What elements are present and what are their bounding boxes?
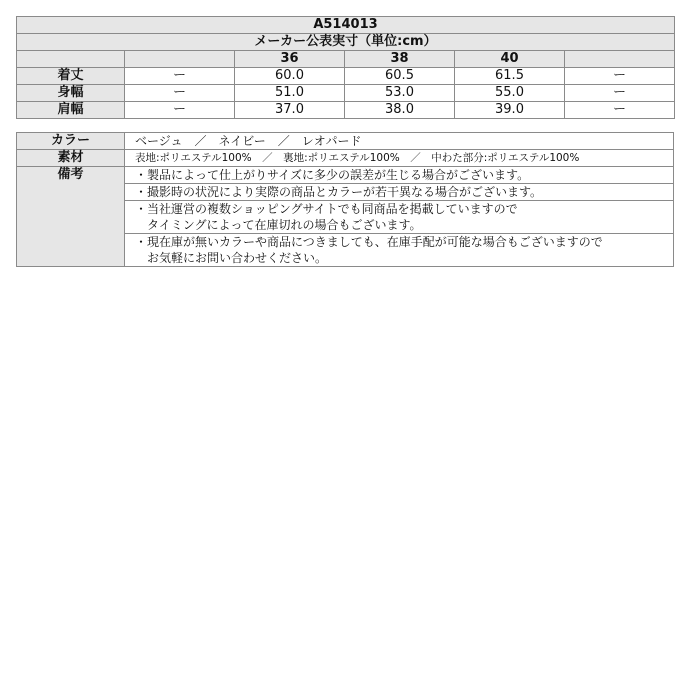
size-header-row: [17, 51, 675, 68]
cell-value: ー: [125, 68, 235, 85]
note-item: [125, 184, 674, 201]
cell-value: 38.0: [345, 102, 455, 119]
table-row: [17, 68, 675, 85]
material-row: [17, 150, 674, 167]
table-row: [17, 102, 675, 119]
cell-value: 39.0: [455, 102, 565, 119]
note-item: [125, 201, 674, 234]
size-header: [565, 51, 675, 68]
cell-value: ー: [565, 68, 675, 85]
note-line: お気軽にお問い合わせください。: [135, 251, 328, 265]
note-line: ・製品によって仕上がりサイズに多少の誤差が生じる場合がございます。: [135, 168, 530, 182]
cell-value: 60.5: [345, 68, 455, 85]
note-line: ・現在庫が無いカラーや商品につきましても、在庫手配が可能な場合もございますので: [135, 235, 603, 249]
cell-value: 60.0: [235, 68, 345, 85]
material-value: 表地:ポリエステル100% ／ 裏地:ポリエステル100% ／ 中わた部分:ポリエステル100%: [125, 150, 674, 167]
product-code-row: [17, 17, 675, 34]
cell-value: ー: [125, 85, 235, 102]
cell-value: ー: [565, 85, 675, 102]
caption-row: [17, 34, 675, 51]
cell-value: ー: [565, 102, 675, 119]
table-row: [17, 85, 675, 102]
cell-value: 37.0: [235, 102, 345, 119]
note-item: [125, 167, 674, 184]
size-header: [125, 51, 235, 68]
note-line: タイミングによって在庫切れの場合もございます。: [135, 218, 422, 232]
row-label: 着丈: [17, 68, 125, 85]
color-label: カラー: [17, 133, 125, 150]
color-row: [17, 133, 674, 150]
color-value: ベージュ ／ ネイビー ／ レオパード: [125, 133, 674, 150]
cell-value: ー: [125, 102, 235, 119]
row-label: 身幅: [17, 85, 125, 102]
corner-cell: [17, 51, 125, 68]
note-line: ・当社運営の複数ショッピングサイトでも同商品を掲載していますので: [135, 202, 518, 216]
row-label: 肩幅: [17, 102, 125, 119]
note-line: ・撮影時の状況により実際の商品とカラーが若干異なる場合がございます。: [135, 185, 543, 199]
cell-value: 51.0: [235, 85, 345, 102]
product-code: A514013: [17, 17, 675, 34]
info-table: [16, 132, 674, 267]
notes-label: 備考: [17, 167, 125, 267]
size-caption: メーカー公表実寸（単位:cm）: [17, 34, 675, 51]
cell-value: 61.5: [455, 68, 565, 85]
note-item: [125, 234, 674, 267]
size-header: 40: [455, 51, 565, 68]
size-table: [16, 16, 675, 119]
cell-value: 53.0: [345, 85, 455, 102]
note-row: [17, 167, 674, 184]
cell-value: 55.0: [455, 85, 565, 102]
material-label: 素材: [17, 150, 125, 167]
size-header: 36: [235, 51, 345, 68]
size-header: 38: [345, 51, 455, 68]
